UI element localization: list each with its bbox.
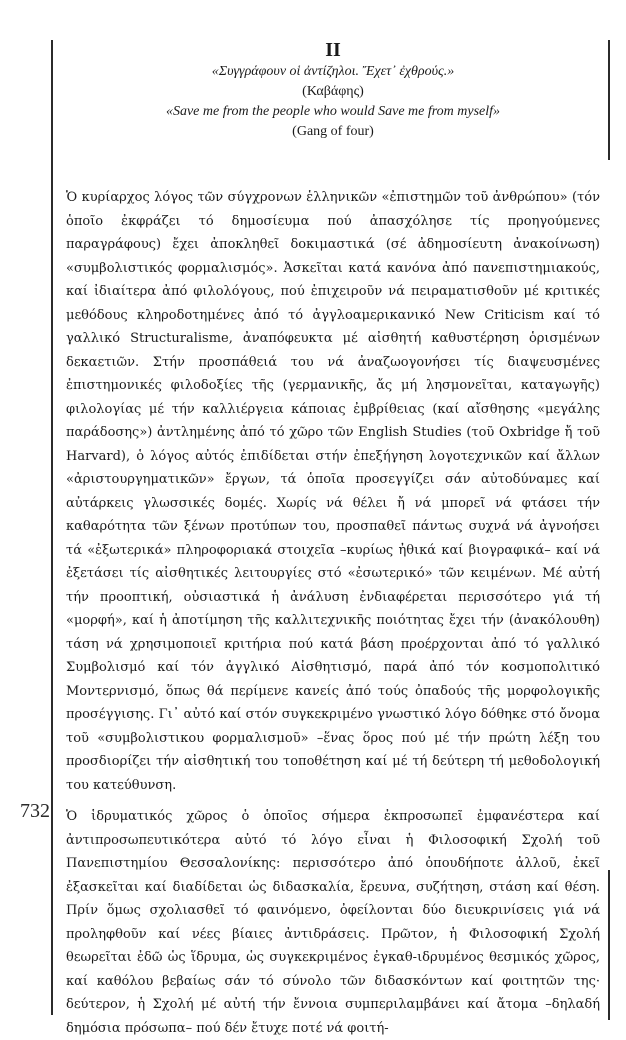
left-margin-rule <box>51 40 53 1015</box>
page-number: 732 <box>20 800 50 822</box>
epigraph-author-1: (Καβάφης) <box>302 84 364 99</box>
body-text <box>66 186 600 1040</box>
right-margin-rule-bottom <box>608 870 610 1020</box>
right-margin-rule-top <box>608 40 610 160</box>
epigraph-quote-1: «Συγγράφουν οἱ ἀντίζηλοι. Ἔχετ᾽ ἐχθρούς.» <box>211 64 455 79</box>
epigraph-quote-2: «Save me from the people who would Save me from myself» <box>165 104 501 119</box>
paragraph-2: Ὁ ἱδρυματικός χῶρος ὁ ὁποῖος σήμερα ἐκπροσωπεῖ ἐμφανέστερα καί ἀντιπροσωπευτικότερα αὐτό τό λόγο εἶναι ἡ Φιλοσοφική Σχολή τοῦ Πανεπιστημίου Θεσσαλονίκης: περισσότερο ἀπό ὁπουδήποτε ἀλλοῦ, ἐκεῖ ἐξασκεῖται καί διαδίδεται ὡς διδασκαλία, ἔρευνα, συζήτηση, στάση καί θέση. Πρίν ὅμως σχολιασθεῖ τό φαινόμενο, ὀφείλονται δύο διευκρινίσεις γιά νά προληφθοῦν καί νέες βίαιες ἀντιδράσεις. Πρῶτον, ἡ Φιλοσοφική Σχολή θεωρεῖται ἐδῶ ὡς ἵδρυμα, ὡς συγκεκριμένος ἐγκαθ-ιδρυμένος θεσμικός χῶρος, καί καθόλου βεβαίως σάν τό σύνολο τῶν διδασκόντων καί φοιτητῶν της· δεύτερον, ἡ Σχολή μέ αὐτή τήν ἔννοια συμπεριλαμβάνει καί ἄτομα –δηλαδή δημόσια πρόσωπα– πού δέν ἔτυχε ποτέ νά φοιτή- <box>66 809 600 1036</box>
paragraph-1: Ὁ κυρίαρχος λόγος τῶν σύγχρονων ἑλληνικῶν «ἐπιστημῶν τοῦ ἀνθρώπου» (τόν ὁποῖο ἐκφράζει τό δημοσίευμα πού ἀπασχόλησε τίς προηγούμενες παραγράφους) ἔχει ἀποκληθεῖ δοκιμαστικά (σέ ἀδημοσίευτη ἀνακοίνωση) «συμβολιστικός φορμαλισμός». Ἀσκεῖται κατά κανόνα ἀπό πανεπιστημιακούς, καί ἰδιαίτερα ἀπό φιλολόγους, πού ἐπιχειροῦν νά πειραματισθοῦν μέ κριτικές μεθόδους κληροδοτημένες ἀπό τό ἀγγλοαμερικανικό New Criticism καί τό γαλλικό Structuralisme, ἀναπόφευκτα μέ αἰσθητή καθυστέρηση ὁρισμένων δεκαετιῶν. Στήν προσπάθειά του νά ἀναζωογονήσει τίς διαψευσμένες ἐπιστημονικές φιλοδοξίες τῆς (γερμανικῆς, ἄς μή λησμονεῖται, καταγωγῆς) φιλολογίας μέ τήν καλλιέργεια κάποιας ἐμβρίθειας (καί αἴσθησης «μεγάλης παράδοσης») ἀντλημένης ἀπό τό χῶρο τῶν English Studies (τοῦ Oxbridge ἤ τοῦ Harvard), ὁ λόγος αὐτός ἐπιδίδεται στήν ἐπεξήγηση λογοτεχνικῶν καί ἄλλων «ἀριστουργηματικῶν» ἔργων, τά ὁποῖα προσεγγίζει σάν αὐτοδύναμες καί αὐτάρκεις γλωσσικές δομές. Χωρίς νά θέλει ἤ νά μπορεῖ νά φτάσει τήν καθαρότητα τῶν ξένων προτύπων του, προσπαθεῖ πάντως συχνά νά ἀγνοήσει τά «ἐξωτερικά» πληροφοριακά στοιχεῖα –κυρίως ἠθικά καί βιογραφικά– καί νά ἐξετάσει τίς αἰσθητικές λειτουργίες στό «ἐσωτερικό» τῶν κειμένων. Μέ αὐτή τήν προοπτική, οὐσιαστικά ἡ ἀνάλυση ἐνδιαφέρεται περισσότερο γιά τή «μορφή», καί ἡ ἀποτίμηση τῆς καλλιτεχνικῆς ποιότητας ἔχει τήν (ἀνακόλουθη) τάση νά χρησιμοποιεῖ κριτήρια πού κατά βάση προέρχονται ἀπό τό γαλλικό Συμβολισμό καί τόν ἀγγλικό Αἰσθητισμό, παρά ἀπό τόν κοσμοπολιτικό Μοντερνισμό, ὅπως θά περίμενε κανείς ἀπό τούς ὀπαδούς τῆς μορφολογικῆς προσέγγισης. Γι᾽ αὐτό καί στόν συγκεκριμένο γνωστικό λόγο δόθηκε στό ὄνομα τοῦ «συμβολιστικου φορμαλισμοῦ» –ἕνας ὅρος πού μέ τήν πρώτη λέξη του προσδιορίζει τήν αἰσθητική του τοποθέτηση καί μέ τή δεύτερη τή μεθοδολογική του κατεύθυνση. <box>66 190 600 793</box>
section-number: II <box>325 39 341 61</box>
epigraph-author-2: (Gang of four) <box>292 124 374 139</box>
section-header <box>62 38 604 142</box>
